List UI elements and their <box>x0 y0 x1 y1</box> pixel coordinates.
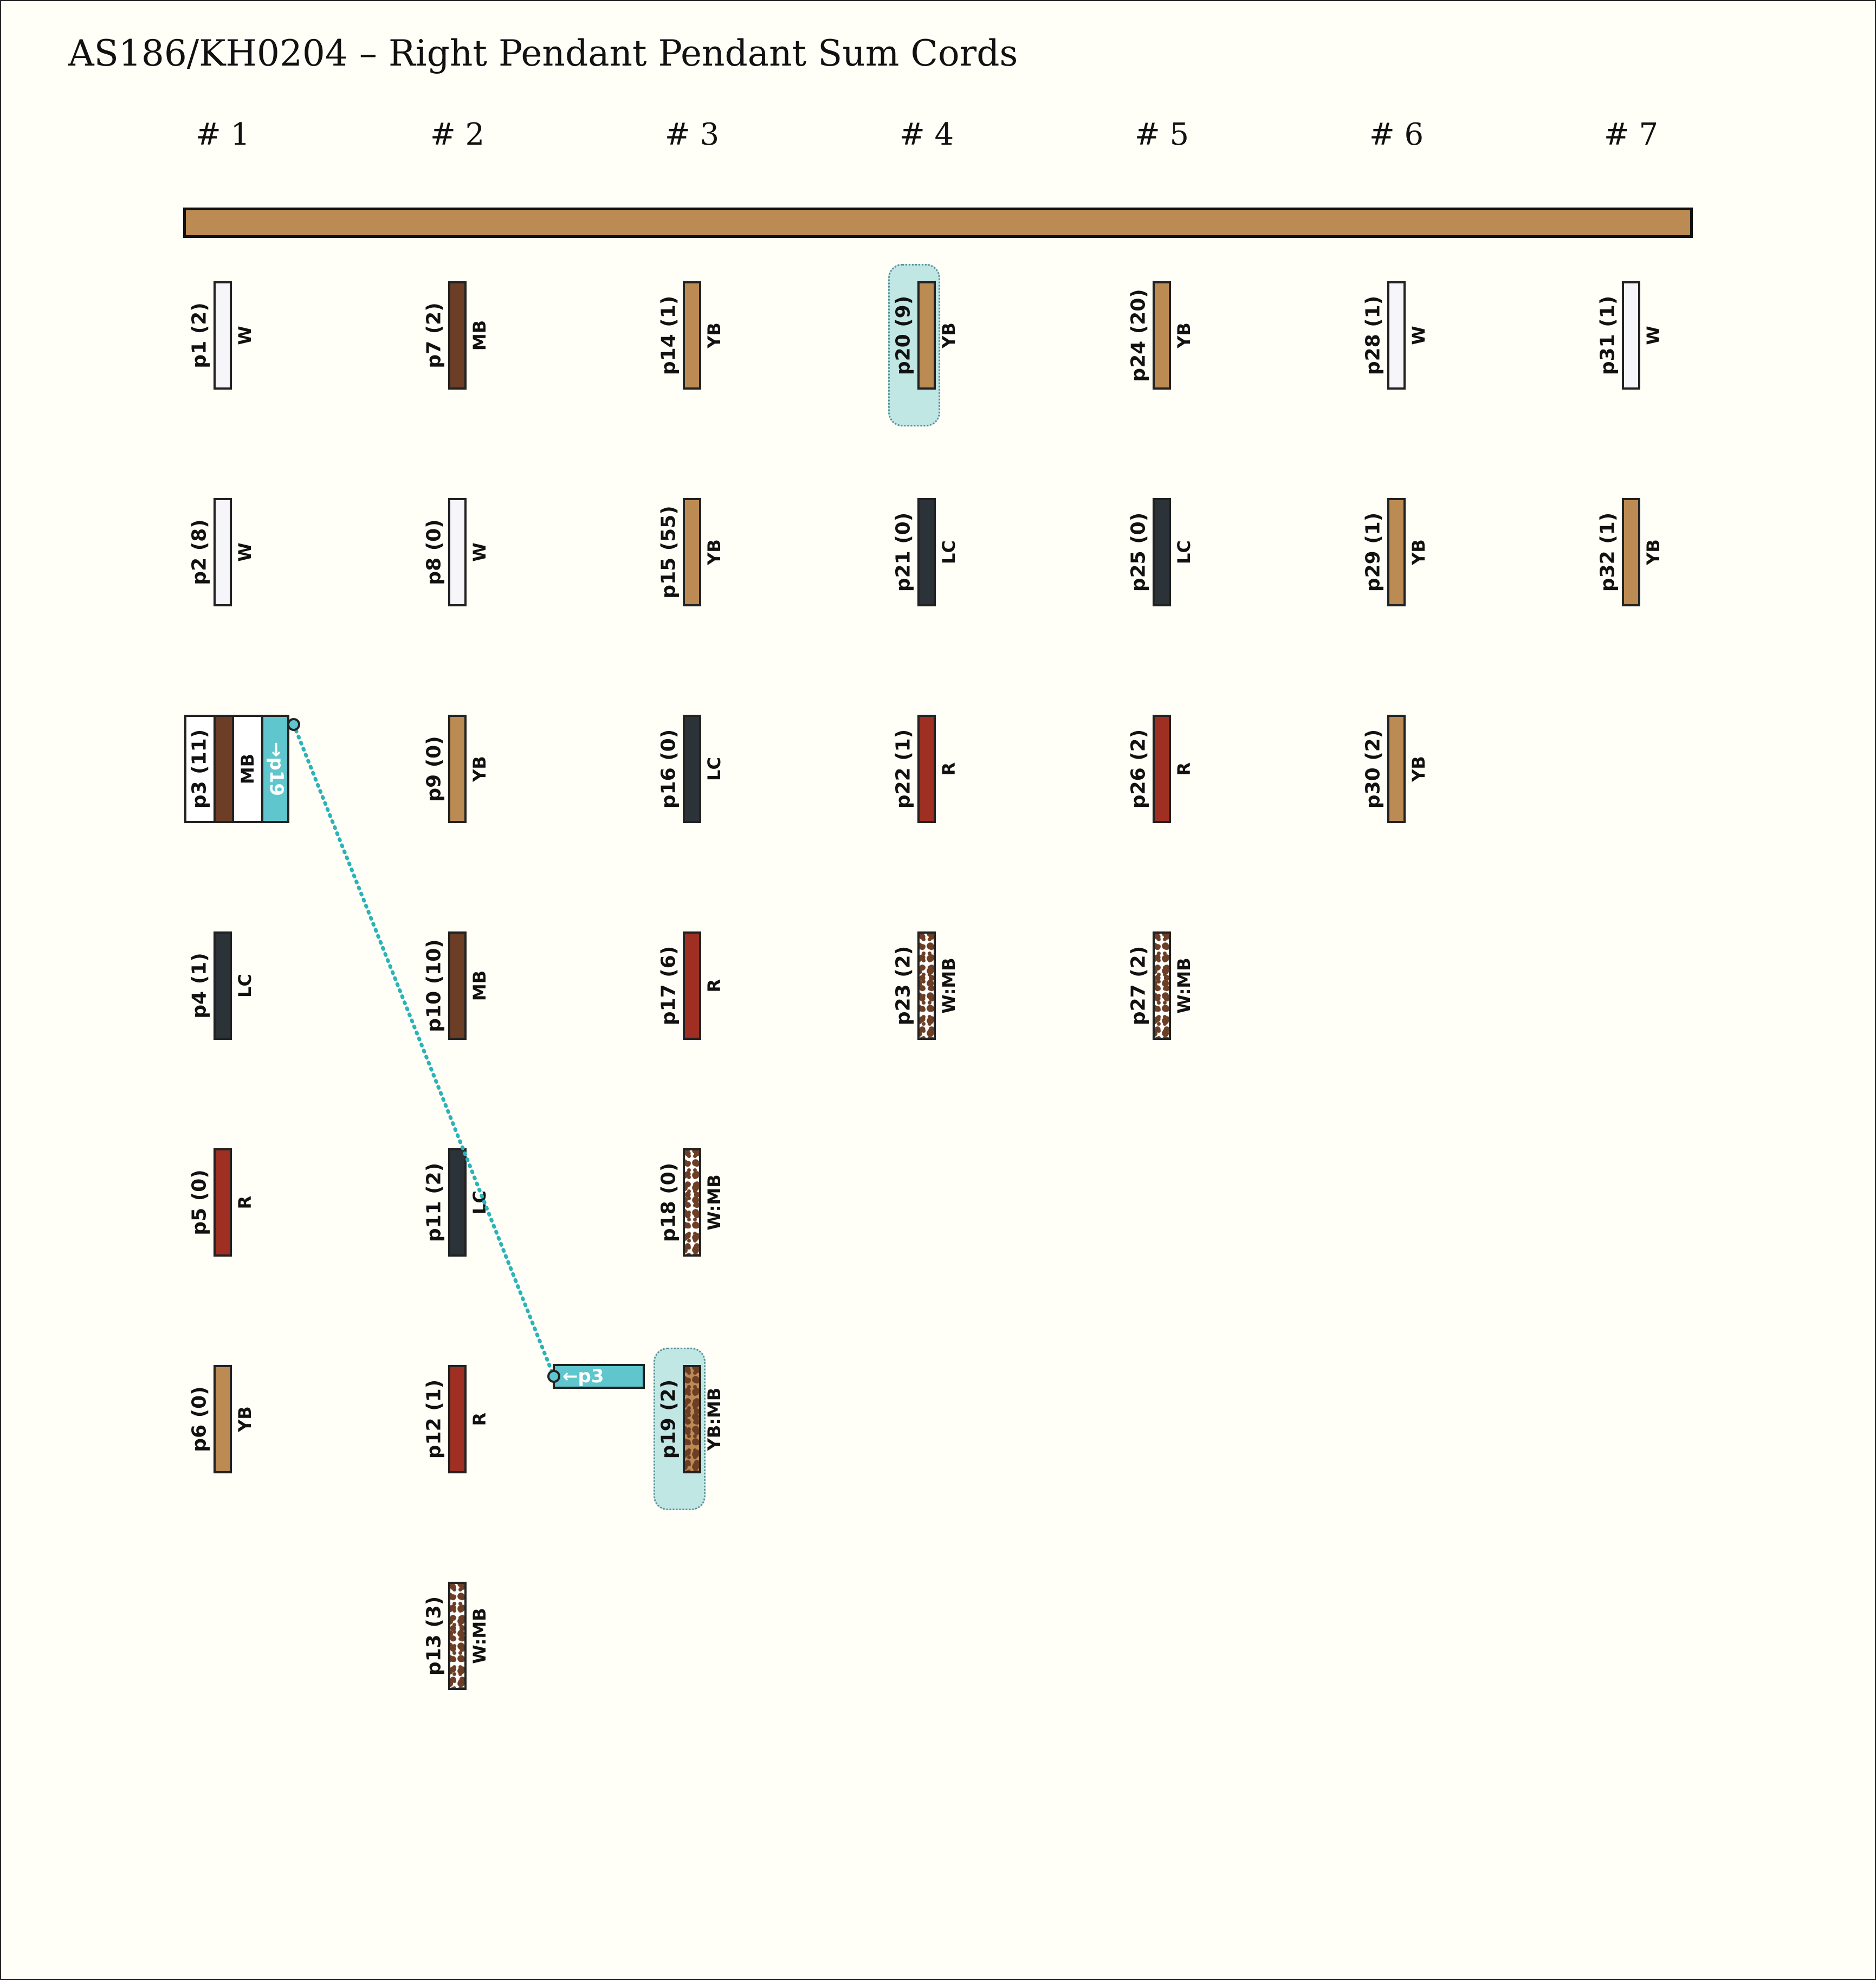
pendant-label-p11: p11 (2) <box>423 1162 445 1243</box>
group-label-4: # 4 <box>899 117 954 152</box>
pendant-label-p13: p13 (3) <box>423 1596 445 1676</box>
pendant-label-p10: p10 (10) <box>423 939 445 1032</box>
sum-link-start-dot <box>288 719 299 730</box>
pendant-color-p2: W <box>235 542 255 562</box>
pendant-label-p19: p19 (2) <box>657 1379 680 1459</box>
pendant-color-p17: R <box>704 979 724 993</box>
pendant-label-p20: p20 (9) <box>892 295 915 376</box>
pendant-color-p31: W <box>1643 326 1664 345</box>
pendant-color-p22: R <box>939 762 959 776</box>
pendant-color-p26: R <box>1174 762 1194 776</box>
pendant-color-p27: W:MB <box>1174 957 1194 1014</box>
pendant-label-p4: p4 (1) <box>188 953 211 1019</box>
pendant-label-p32: p32 (1) <box>1596 512 1619 592</box>
pendant-label-p30: p30 (2) <box>1362 729 1385 809</box>
pendant-color-p7: MB <box>469 320 490 351</box>
sum-link-end-dot <box>548 1371 559 1382</box>
pendant-color-p30: YB <box>1408 756 1429 782</box>
pendant-label-p29: p29 (1) <box>1362 512 1385 592</box>
pendant-color-p11: LC <box>469 1190 490 1214</box>
pendant-label-p28: p28 (1) <box>1362 295 1385 376</box>
pendant-label-p2: p2 (8) <box>188 519 211 585</box>
pendant-label-p8: p8 (0) <box>423 519 445 585</box>
pendant-color-p5: R <box>235 1195 255 1209</box>
sum-link-label-p3: →p19 <box>266 741 287 797</box>
group-label-1: # 1 <box>195 117 250 152</box>
pendant-label-p23: p23 (2) <box>892 946 915 1026</box>
group-label-3: # 3 <box>664 117 720 152</box>
pendant-color-p18: W:MB <box>704 1174 724 1231</box>
diagram-title: AS186/KH0204 – Right Pendant Pendant Sum Cords <box>68 33 1018 74</box>
pendant-color-p6: YB <box>235 1406 255 1432</box>
pendant-label-p14: p14 (1) <box>657 295 680 376</box>
pendant-label-p5: p5 (0) <box>188 1169 211 1235</box>
pendant-color-p1: W <box>235 326 255 345</box>
sum-link-label-p19: ←p3 <box>562 1366 604 1387</box>
pendant-color-p4: LC <box>235 974 255 998</box>
pendant-label-p7: p7 (2) <box>423 302 445 368</box>
pendant-color-p14: YB <box>704 322 724 348</box>
group-label-6: # 6 <box>1369 117 1424 152</box>
pendant-color-p15: YB <box>704 539 724 565</box>
pendant-label-p15: p15 (55) <box>657 506 680 599</box>
pendant-label-p3: p3 (11) <box>188 729 211 809</box>
pendant-color-p24: YB <box>1174 322 1194 348</box>
sum-link-overlay <box>1 1 1875 1979</box>
pendant-color-p28: W <box>1408 326 1429 345</box>
sum-link-line <box>294 724 554 1376</box>
pendant-color-p10: MB <box>469 970 490 1001</box>
pendant-label-p1: p1 (2) <box>188 302 211 368</box>
pendant-color-p16: LC <box>704 757 724 781</box>
pendant-color-p20: YB <box>939 322 959 348</box>
pendant-label-p16: p16 (0) <box>657 729 680 809</box>
pendant-color-p13: W:MB <box>469 1608 490 1664</box>
group-label-5: # 5 <box>1134 117 1189 152</box>
group-label-2: # 2 <box>430 117 485 152</box>
pendant-label-p26: p26 (2) <box>1127 729 1150 809</box>
pendant-color-p19: YB:MB <box>704 1387 724 1451</box>
group-label-7: # 7 <box>1603 117 1659 152</box>
pendant-label-p21: p21 (0) <box>892 512 915 592</box>
pendant-label-p31: p31 (1) <box>1596 295 1619 376</box>
pendant-label-p24: p24 (20) <box>1127 289 1150 382</box>
pendant-label-p18: p18 (0) <box>657 1162 680 1243</box>
pendant-label-p27: p27 (2) <box>1127 946 1150 1026</box>
pendant-color-p8: W <box>469 542 490 562</box>
pendant-label-p22: p22 (1) <box>892 729 915 809</box>
pendant-color-p21: LC <box>939 540 959 564</box>
pendant-label-p12: p12 (1) <box>423 1379 445 1459</box>
pendant-label-p25: p25 (0) <box>1127 512 1150 592</box>
pendant-label-p17: p17 (6) <box>657 946 680 1026</box>
pendant-color-p3: MB <box>237 753 258 785</box>
pendant-color-p9: YB <box>469 756 490 782</box>
pendant-color-p12: R <box>469 1412 490 1426</box>
pendant-label-p6: p6 (0) <box>188 1386 211 1452</box>
pendant-color-p32: YB <box>1643 539 1664 565</box>
pendant-color-p29: YB <box>1408 539 1429 565</box>
pendant-color-p23: W:MB <box>939 957 959 1014</box>
pendant-label-p9: p9 (0) <box>423 736 445 802</box>
pendant-color-p25: LC <box>1174 540 1194 564</box>
